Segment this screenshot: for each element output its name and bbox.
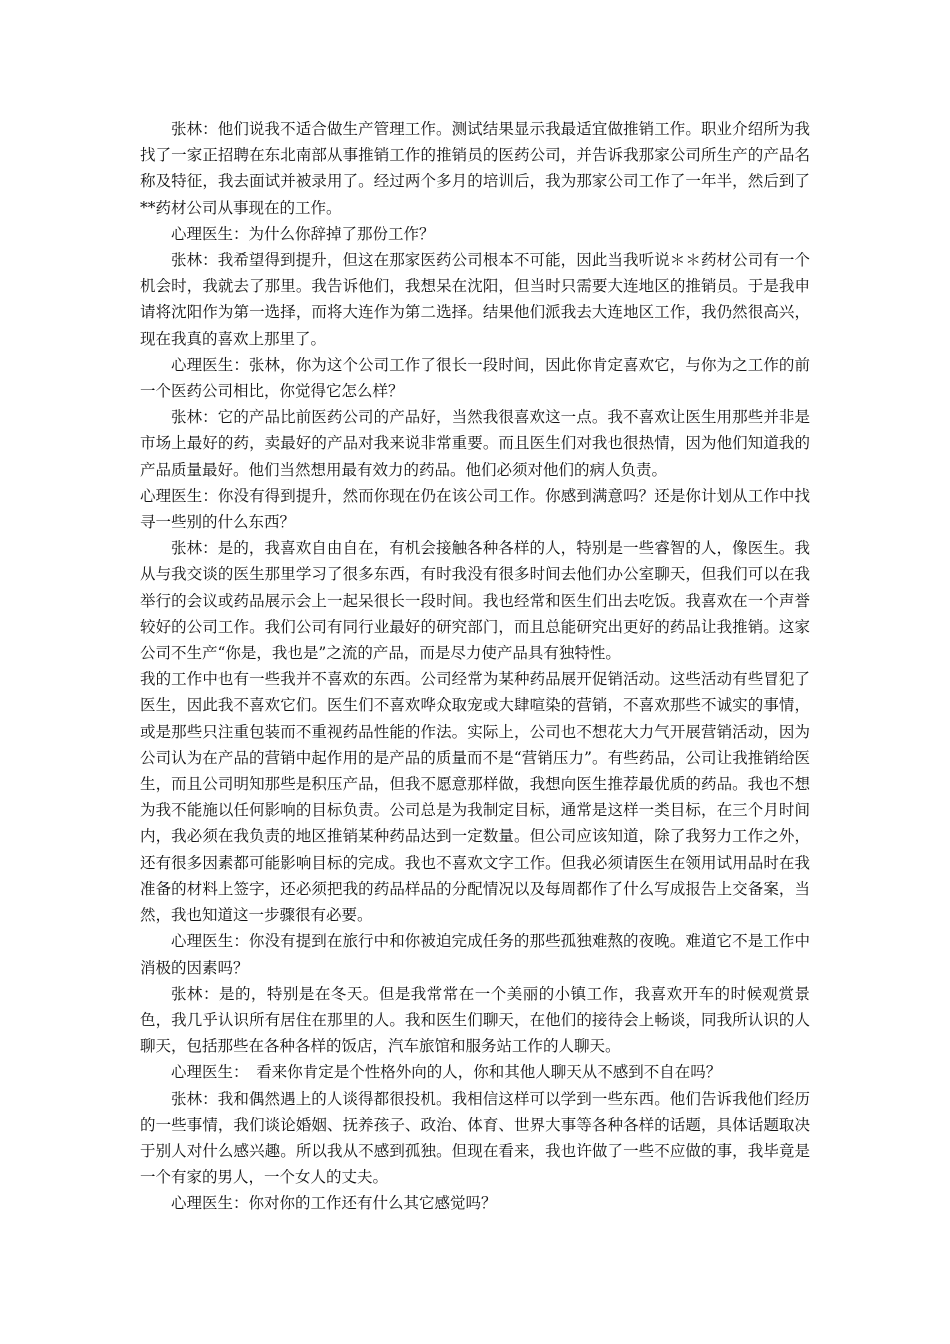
- paragraph: 心理医生：张林，你为这个公司工作了很长一段时间，因此你肯定喜欢它，与你为之工作的前一个医药公司相比，你觉得它怎么样？: [140, 355, 810, 401]
- paragraph: 心理医生： 看来你肯定是个性格外向的人，你和其他人聊天从不感到不自在吗？: [171, 1063, 722, 1082]
- paragraph: 张林：是的，我喜欢自由自在，有机会接触各种各样的人，特别是一些睿智的人，像医生。我从与我交谈的医生那里学习了很多东西，有时我没有很多时间去他们办公室聊天，但我们可以在我举行的会议或药品展示会上一起呆很长一段时间。我也经常和医生们出去吃饭。我喜欢在一个声誉较好的公司工作。我们公司有同行业最好的研究部门，而且总能研究出更好的药品让我推销。这家公司不生产“你是，我也是”之流的产品，而是尽力使产品具有独特性。: [140, 539, 810, 663]
- paragraph: 我的工作中也有一些我并不喜欢的东西。公司经常为某种药品展开促销活动。这些活动有些冒犯了医生，因此我不喜欢它们。医生们不喜欢哗众取宠或大肆喧染的营销，不喜欢那些不诚实的事情，或是那些只注重包装而不重视药品性能的作法。实际上，公司也不想花大力气开展营销活动，因为公司认为在产品的营销中起作用的是产品的质量而不是“营销压力”。有些药品，公司让我推销给医生，而且公司明知那些是积压产品，但我不愿意那样做，我想向医生推荐最优质的药品。我也不想为我不能施以任何影响的目标负责。公司总是为我制定目标，通常是这样一类目标，在三个月时间内，我必须在我负责的地区推销某种药品达到一定数量。但公司应该知道，除了我努力工作之外，还有很多因素都可能影响目标的完成。我也不喜欢文字工作。但我必须请医生在领用试用品时在我准备的材料上签字，还必须把我的药品样品的分配情况以及每周都作了什么写成报告上交备案，当然，我也知道这一步骤很有必要。: [140, 670, 810, 925]
- paragraph: 张林：他们说我不适合做生产管理工作。测试结果显示我最适宜做推销工作。职业介绍所为我找了一家正招聘在东北南部从事推销工作的推销员的医药公司，并告诉我那家公司所生产的产品名称及特征，我去面试并被录用了。经过两个多月的培训后，我为那家公司工作了一年半，然后到了**药材公司从事现在的工作。: [140, 120, 810, 217]
- paragraph: 张林：是的，特别是在冬天。但是我常常在一个美丽的小镇工作，我喜欢开车的时候观赏景色，我几乎认识所有居住在那里的人。我和医生们聊天，在他们的接待会上畅谈，同我所认识的人聊天，包括那些在各种各样的饭店，汽车旅馆和服务站工作的人聊天。: [140, 984, 810, 1056]
- paragraph: 心理医生：你没有提到在旅行中和你被迫完成任务的那些孤独难熬的夜晚。难道它不是工作中消极的因素吗？: [140, 932, 810, 977]
- paragraph: 张林：我希望得到提升，但这在那家医药公司根本不可能，因此当我听说＊＊药材公司有一个机会时，我就去了那里。我告诉他们，我想呆在沈阳，但当时只需要大连地区的推销员。于是我申请将沈阳作为第一选择，而将大连作为第二选择。结果他们派我去大连地区工作，我仍然很高兴，现在我真的喜欢上那里了。: [140, 251, 810, 348]
- paragraph: 张林：它的产品比前医药公司的产品好，当然我很喜欢这一点。我不喜欢让医生用那些并非是市场上最好的药，卖最好的产品对我来说非常重要。而且医生们对我也很热情，因为他们知道我的产品质量最好。他们当然想用最有效力的药品。他们必须对他们的病人负责。: [140, 408, 810, 479]
- paragraph: 心理医生：为什么你辞掉了那份工作？: [171, 224, 435, 243]
- document-body: [140, 116, 810, 1217]
- paragraph: 心理医生：你没有得到提升，然而你现在仍在该公司工作。你感到满意吗？还是你计划从工作中找寻一些别的什么东西？: [140, 486, 810, 532]
- paragraph: 张林：我和偶然遇上的人谈得都很投机。我相信这样可以学到一些东西。他们告诉我他们经历的一些事情，我们谈论婚姻、抚养孩子、政治、体育、世界大事等各种各样的话题，具体话题取决于别人对什么感兴趣。所以我从不感到孤独。但现在看来，我也许做了一些不应做的事，我毕竟是一个有家的男人，一个女人的丈夫。: [140, 1089, 810, 1187]
- paragraph: 心理医生：你对你的工作还有什么其它感觉吗？: [171, 1194, 497, 1213]
